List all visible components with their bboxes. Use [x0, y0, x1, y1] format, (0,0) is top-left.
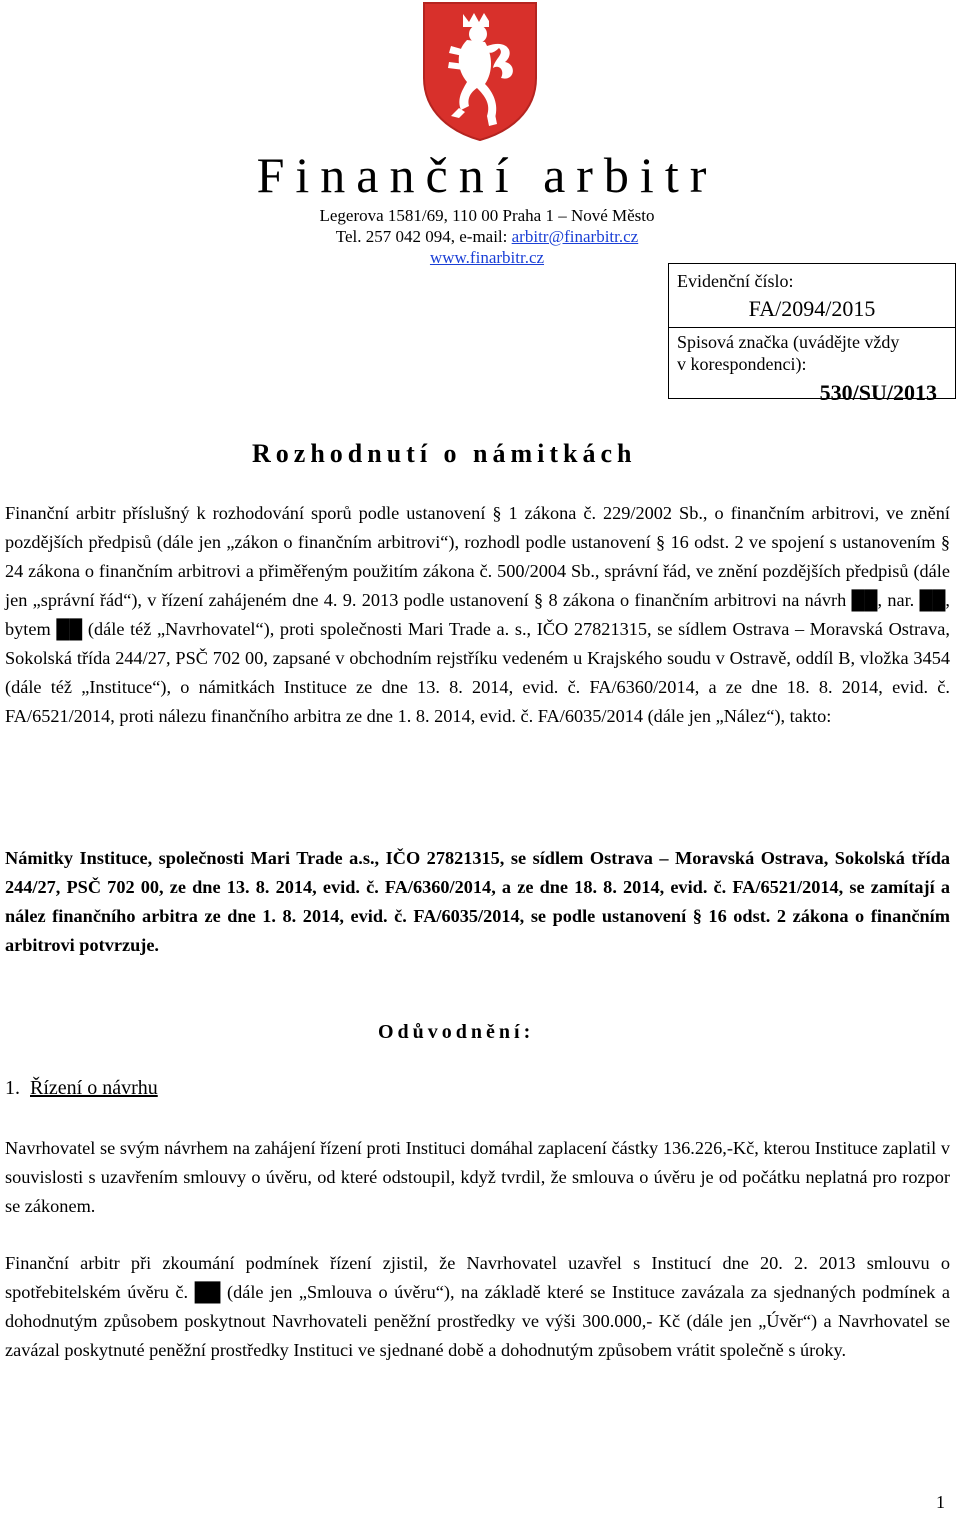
paragraph-claim: Navrhovatel se svým návrhem na zahájení řízení proti Instituci domáhal zaplacení částky 136.226,-Kč, kterou Instituce zaplatil v souvislosti s uzavřením smlouvy o úvěru, od které odstoupil, když tvrdil, že smlouva o úvěru je od počátku neplatná pro rozpor se zákonem.: [5, 1138, 950, 1216]
evidence-box: [668, 263, 956, 405]
file-label-line1: Spisová značka (uvádějte vždy: [677, 332, 900, 352]
section-title: Řízení o návrhu: [30, 1077, 158, 1099]
evidence-label: Evidenční číslo:: [677, 271, 794, 291]
evidence-divider: [669, 327, 955, 328]
evidence-number: FA/2094/2015: [748, 296, 876, 321]
email-link[interactable]: arbitr@finarbitr.cz: [511, 227, 639, 246]
paragraph-findings: Finanční arbitr při zkoumání podmínek řízení zjistil, že Navrhovatel uzavřel s Institucí dne 20. 2. 2013 smlouvu o spotřebitelském úvěru č. ██ (dále jen „Smlouva o úvěru“), na základě které se Instituce zavázala za sjednaných podmínek a dohodnutým způsobem poskytnout Navrhovateli peněžní prostředky ve výši 300.000,- Kč (dále jen „Úvěr“) a Navrhovatel se zavázal poskytnuté peněžní prostředky Instituci ve sjednané době a dohodnutým způsobem vrátit společně s úroky.: [5, 1253, 950, 1360]
section-number: 1.: [5, 1077, 20, 1099]
reasoning-heading: Odůvodnění:: [378, 1021, 535, 1043]
page-number: 1: [936, 1492, 945, 1512]
contact-line: [0, 226, 960, 247]
file-label-line2: v korespondenci):: [677, 354, 807, 374]
address-line: Legerova 1581/69, 110 00 Praha 1 – Nové Město: [319, 206, 655, 225]
verdict-paragraph: Námitky Instituce, společnosti Mari Trade a.s., IČO 27821315, se sídlem Ostrava – Moravská Ostrava, Sokolská třída 244/27, PSČ 702 00, ze dne 13. 8. 2014, evid. č. FA/6360/2014, a ze dne 18. 8. 2014, evid. č. FA/6521/2014, se zamítají a nález finančního arbitra ze dne 1. 8. 2014, evid. č. FA/6035/2014, se podle ustanovení § 16 odst. 2 zákona o finančním arbitrovi potvrzuje.: [5, 848, 950, 955]
contact-prefix: Tel. 257 042 094, e-mail:: [335, 227, 512, 246]
file-number: 530/SU/2013: [819, 380, 937, 405]
document-title: Finanční arbitr: [256, 147, 718, 203]
website-link[interactable]: www.finarbitr.cz: [429, 248, 545, 267]
section-heading: [5, 1077, 158, 1100]
intro-paragraph: Finanční arbitr příslušný k rozhodování sporů podle ustanovení § 1 zákona č. 229/2002 Sb., o finančním arbitrovi, ve znění pozdějších předpisů (dále jen „zákon o finančním arbitrovi“), rozhodl podle ustanovení § 16 odst. 2 ve spojení s ustanovením § 24 zákona o finančním arbitrovi a přiměřeným použitím zákona č. 500/2004 Sb., správní řád, ve znění pozdějších předpisů (dále jen „správní řád“), v řízení zahájeném dne 4. 9. 2013 podle ustanovení § 8 zákona o finančním arbitrovi na návrh ██, nar. ██, bytem ██ (dále též „Navrhovatel“), proti společnosti Mari Trade a. s., IČO 27821315, se sídlem Ostrava – Moravská Ostrava, Sokolská třída 244/27, PSČ 702 00, zapsané v obchodním rejstříku vedeném u Krajského soudu v Ostravě, oddíl B, vložka 3454 (dále též „Instituce“), o námitkách Instituce ze dne 13. 8. 2014, evid. č. FA/6360/2014, a ze dne 18. 8. 2014, evid. č. FA/6521/2014, proti nálezu finančního arbitra ze dne 1. 8. 2014, evid. č. FA/6035/2014 (dále jen „Nález“), takto:: [5, 503, 950, 726]
coat-of-arms-logo: [421, 0, 539, 142]
decision-heading: Rozhodnutí o námitkách: [252, 439, 637, 468]
